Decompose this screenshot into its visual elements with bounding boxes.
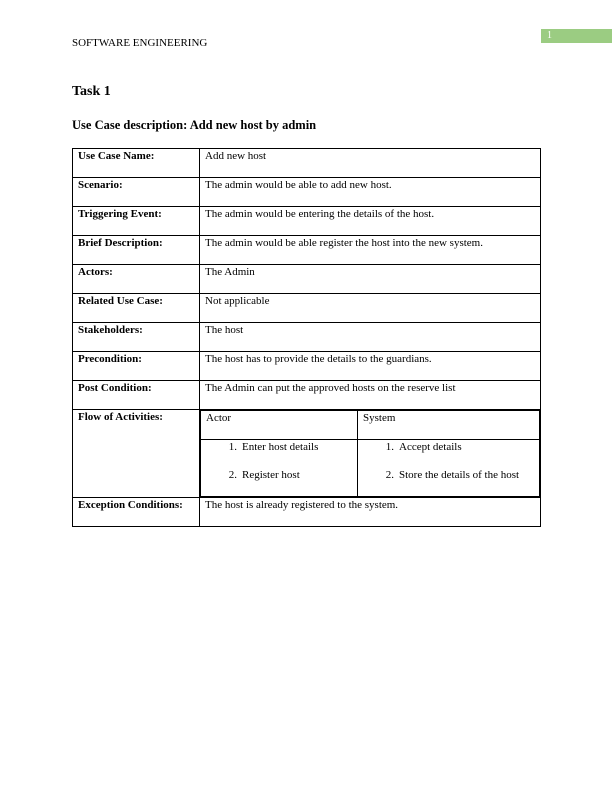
step-text: Register host xyxy=(242,469,300,481)
row-label: Triggering Event: xyxy=(73,207,200,236)
flow-cell xyxy=(200,410,541,498)
step-text: Accept details xyxy=(399,441,462,453)
row-label: Exception Conditions: xyxy=(73,498,200,527)
flow-of-activities-row xyxy=(73,410,541,498)
table-row xyxy=(73,352,541,381)
row-value: Not applicable xyxy=(200,294,541,323)
flow-steps-row xyxy=(201,440,540,497)
step-number: 1. xyxy=(228,441,237,453)
row-value: The host xyxy=(200,323,541,352)
table-row xyxy=(73,323,541,352)
step-text: Store the details of the host xyxy=(399,469,520,481)
page-number: 1 xyxy=(547,30,552,41)
row-value: The host is already registered to the system. xyxy=(200,498,541,527)
actor-step-list xyxy=(206,440,352,496)
running-title: SOFTWARE ENGINEERING xyxy=(72,37,208,49)
row-label: Related Use Case: xyxy=(73,294,200,323)
row-label: Scenario: xyxy=(73,178,200,207)
step-number: 2. xyxy=(228,469,237,481)
system-step-list xyxy=(363,440,534,496)
row-label: Use Case Name: xyxy=(73,149,200,178)
list-item xyxy=(363,440,534,468)
system-steps xyxy=(358,440,540,497)
use-case-table xyxy=(72,148,541,527)
row-label: Flow of Activities: xyxy=(73,410,200,498)
row-label: Actors: xyxy=(73,265,200,294)
row-label: Post Condition: xyxy=(73,381,200,410)
row-value: The Admin can put the approved hosts on the reserve list xyxy=(200,381,541,410)
list-item xyxy=(363,468,534,496)
actor-steps xyxy=(201,440,358,497)
table-row xyxy=(73,381,541,410)
list-item xyxy=(206,468,352,496)
row-label: Stakeholders: xyxy=(73,323,200,352)
task-title: Task 1 xyxy=(72,84,111,99)
section-title: Use Case description: Add new host by admin xyxy=(72,118,317,132)
table-row xyxy=(73,236,541,265)
flow-table xyxy=(200,410,540,497)
table-row xyxy=(73,178,541,207)
row-value: The Admin xyxy=(200,265,541,294)
row-label: Precondition: xyxy=(73,352,200,381)
row-value: Add new host xyxy=(200,149,541,178)
table-row xyxy=(73,294,541,323)
row-value: The admin would be able register the host into the new system. xyxy=(200,236,541,265)
actor-header: Actor xyxy=(201,411,358,440)
table-row xyxy=(73,149,541,178)
flow-header-row xyxy=(201,411,540,440)
step-text: Enter host details xyxy=(242,441,319,453)
list-item xyxy=(206,440,352,468)
table-row xyxy=(73,265,541,294)
row-value: The admin would be able to add new host. xyxy=(200,178,541,207)
exception-conditions-row xyxy=(73,498,541,527)
row-label: Brief Description: xyxy=(73,236,200,265)
row-value: The admin would be entering the details of the host. xyxy=(200,207,541,236)
table-row xyxy=(73,207,541,236)
row-value: The host has to provide the details to the guardians. xyxy=(200,352,541,381)
system-header: System xyxy=(358,411,540,440)
step-number: 2. xyxy=(385,469,394,481)
step-number: 1. xyxy=(385,441,394,453)
